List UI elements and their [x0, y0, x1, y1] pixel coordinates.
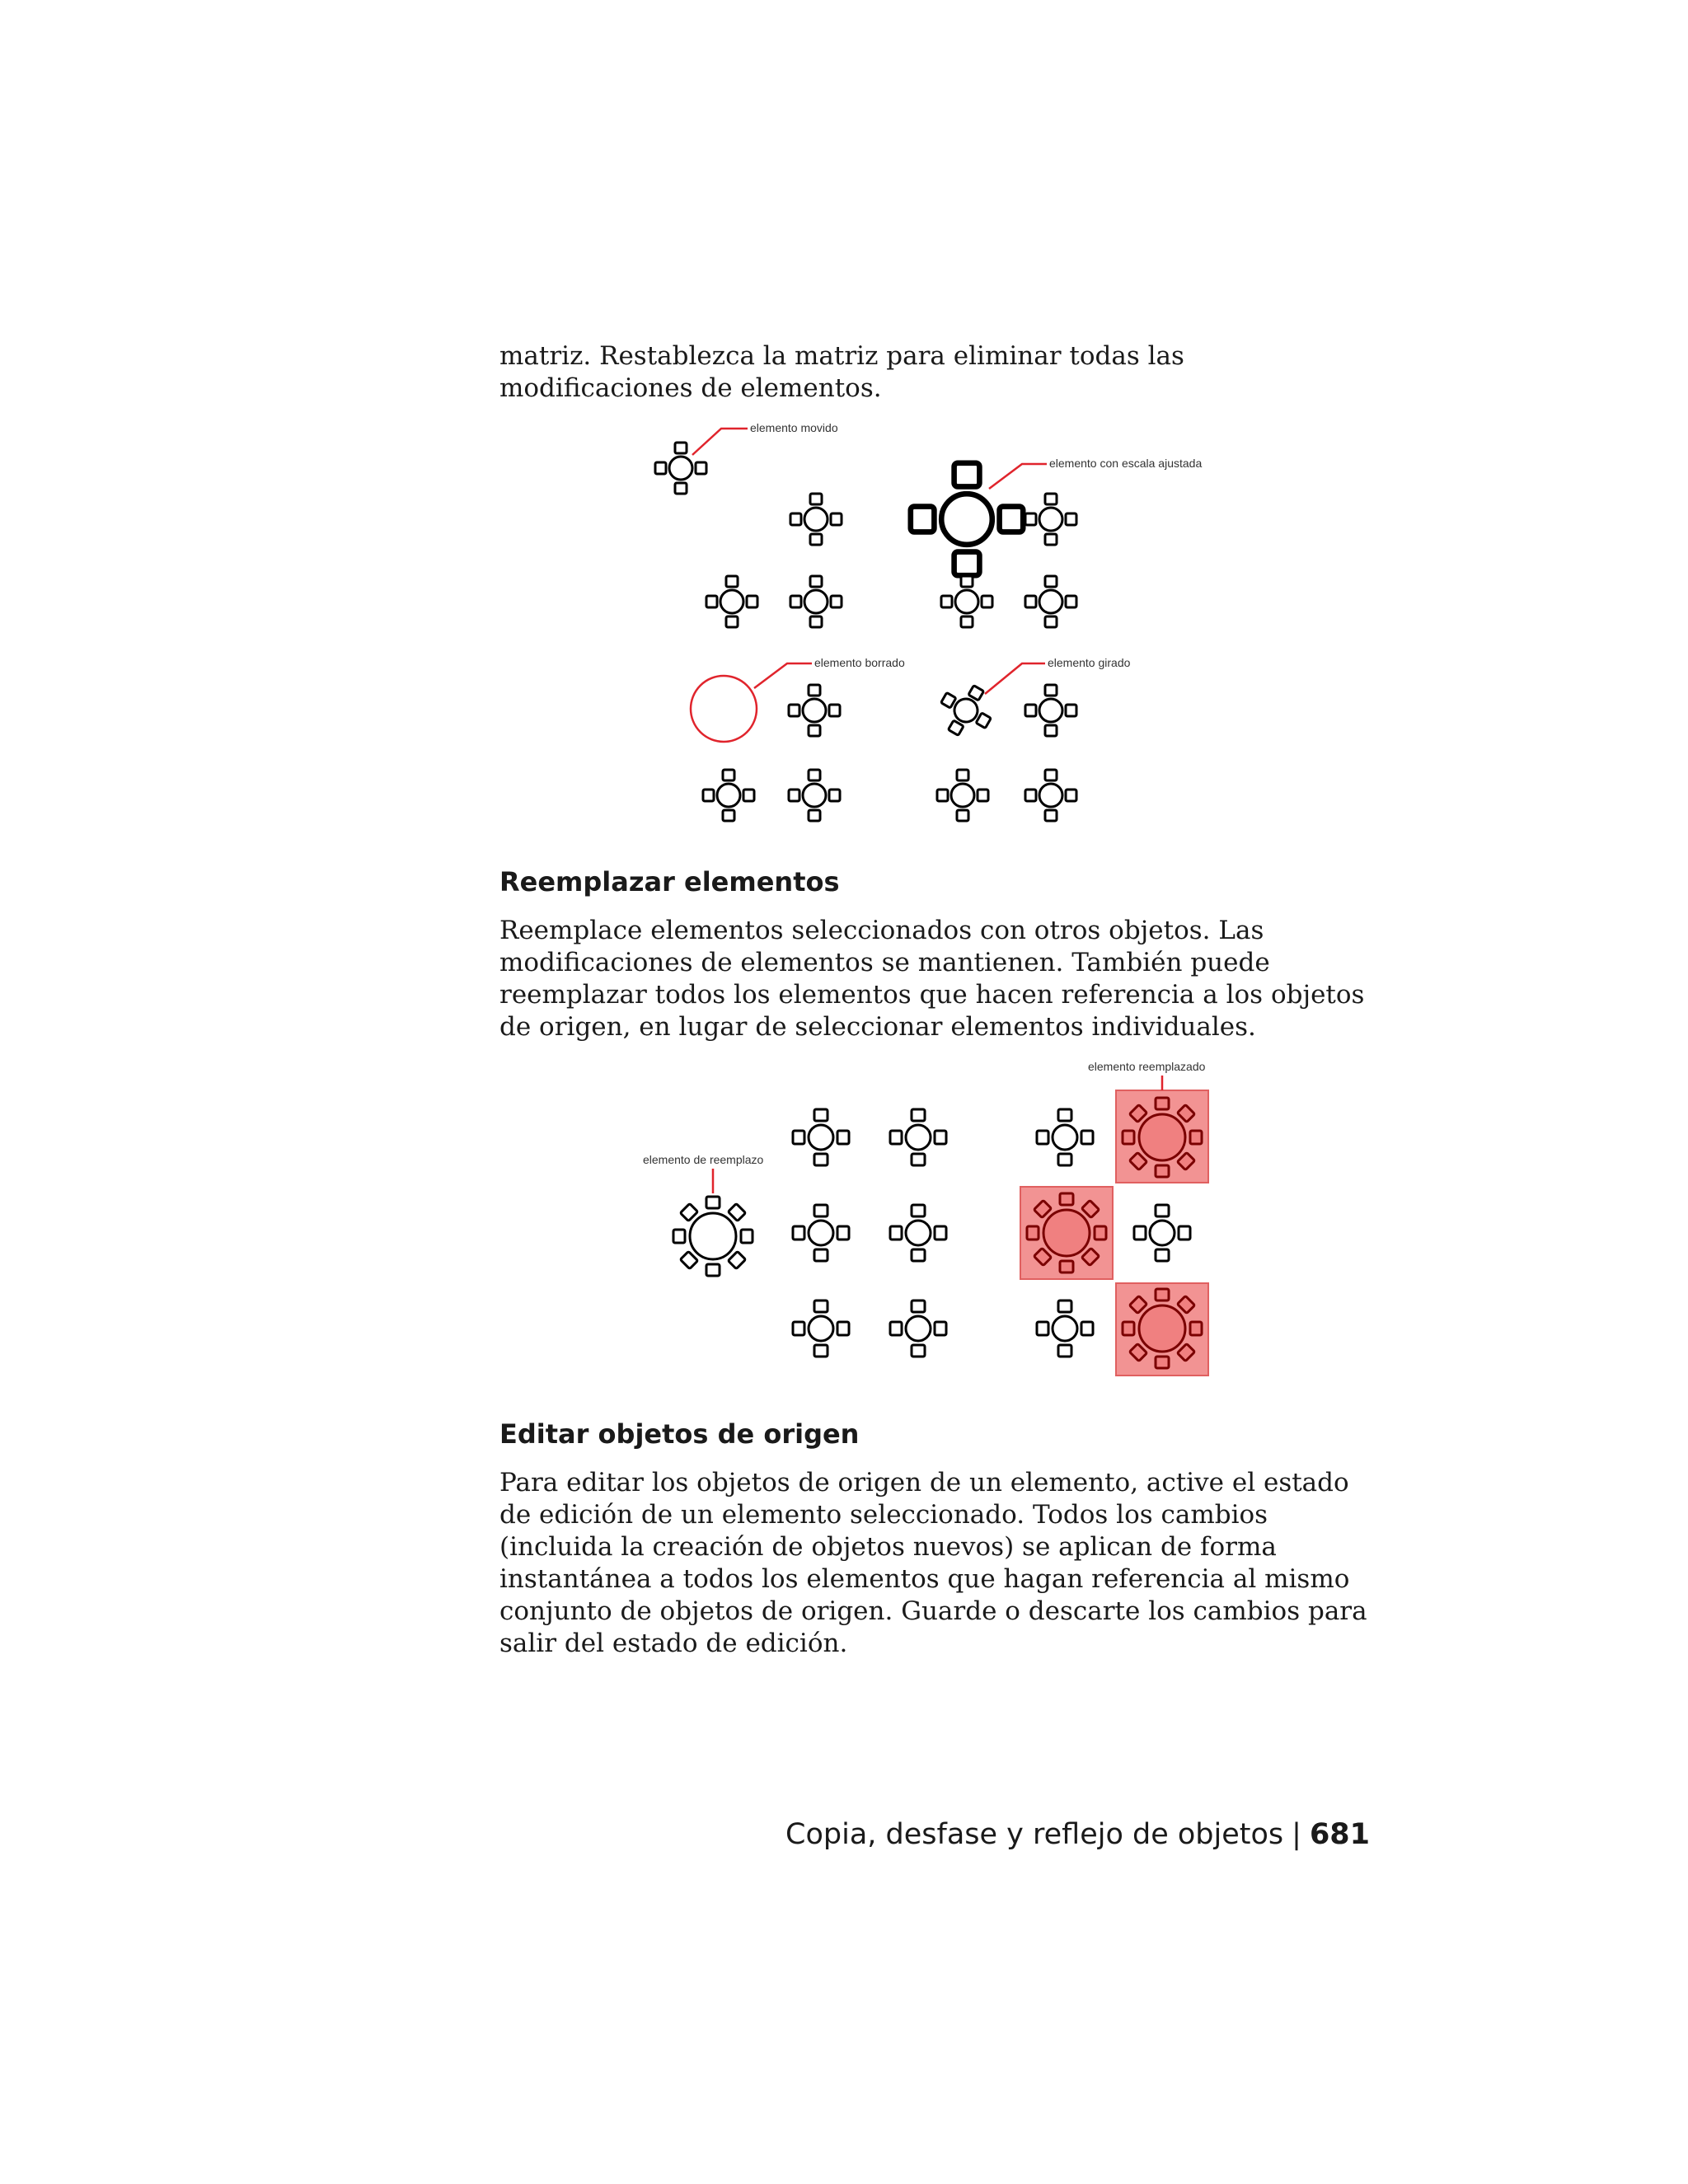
table-rotated	[931, 676, 1001, 746]
leader-scaled	[989, 464, 1047, 489]
replace-items-figure	[0, 1055, 1688, 1385]
footer-chapter-title: Copia, desfase y reflejo de objetos	[785, 1818, 1284, 1851]
table	[790, 576, 842, 627]
table	[1025, 685, 1076, 736]
label-moved: elemento movido	[750, 421, 838, 434]
section-body-replace: Reemplace elementos seleccionados con otros objetos. Las modificaciones de elementos se mantienen. También puede reemplazar todos los elementos que hacen referencia a los objetos de origen, en lugar de seleccionar elementos individuales.	[499, 916, 1365, 1042]
table	[1134, 1205, 1190, 1261]
replace-items-diagram	[0, 1055, 1688, 1385]
intro-paragraph: matriz. Restablezca la matriz para eliminar todas las modificaciones de elementos.	[499, 341, 1184, 403]
table	[890, 1301, 946, 1357]
table	[793, 1205, 849, 1261]
table	[1025, 576, 1076, 627]
array-modifications-figure	[0, 412, 1688, 841]
table	[941, 576, 992, 627]
erased-element-circle	[691, 676, 757, 742]
table	[1037, 1301, 1093, 1357]
table	[890, 1205, 946, 1261]
page-number: 681	[1309, 1818, 1370, 1851]
table	[937, 770, 988, 821]
label-scaled: elemento con escala ajustada	[1049, 457, 1203, 470]
leader-erased	[754, 663, 812, 688]
label-replacement: elemento de reemplazo	[643, 1153, 764, 1166]
table-replaced	[1027, 1193, 1106, 1272]
section-heading-replace: Reemplazar elementos	[499, 866, 840, 898]
table	[1025, 494, 1076, 545]
table	[790, 494, 842, 545]
table	[789, 770, 840, 821]
leader-moved	[692, 429, 748, 455]
table	[890, 1109, 946, 1165]
table	[789, 685, 840, 736]
section-heading-edit-source: Editar objetos de origen	[499, 1418, 860, 1450]
footer-separator: |	[1292, 1818, 1301, 1851]
table	[706, 576, 757, 627]
table	[703, 770, 754, 821]
table-replaced	[1123, 1289, 1202, 1368]
leader-rotated	[985, 663, 1045, 694]
replacement-table	[673, 1197, 753, 1276]
table	[793, 1301, 849, 1357]
table	[1037, 1109, 1093, 1165]
table	[1025, 770, 1076, 821]
page-footer	[785, 1818, 1370, 1851]
table	[793, 1109, 849, 1165]
table-replaced	[1123, 1098, 1202, 1177]
label-rotated: elemento girado	[1048, 656, 1131, 669]
label-erased: elemento borrado	[814, 656, 905, 669]
section-body-edit-source: Para editar los objetos de origen de un elemento, active el estado de edición de un elemento seleccionado. Todos los cambios (incluida la creación de objetos nuevos) se aplican de forma instantánea a todos los elementos que hagan referencia al mismo conjunto de objetos de origen. Guarde o descarte los cambios para salir del estado de edición.	[499, 1468, 1367, 1658]
label-replaced: elemento reemplazado	[1088, 1060, 1206, 1073]
table-scaled	[911, 463, 1023, 575]
array-modifications-diagram	[0, 412, 1688, 841]
